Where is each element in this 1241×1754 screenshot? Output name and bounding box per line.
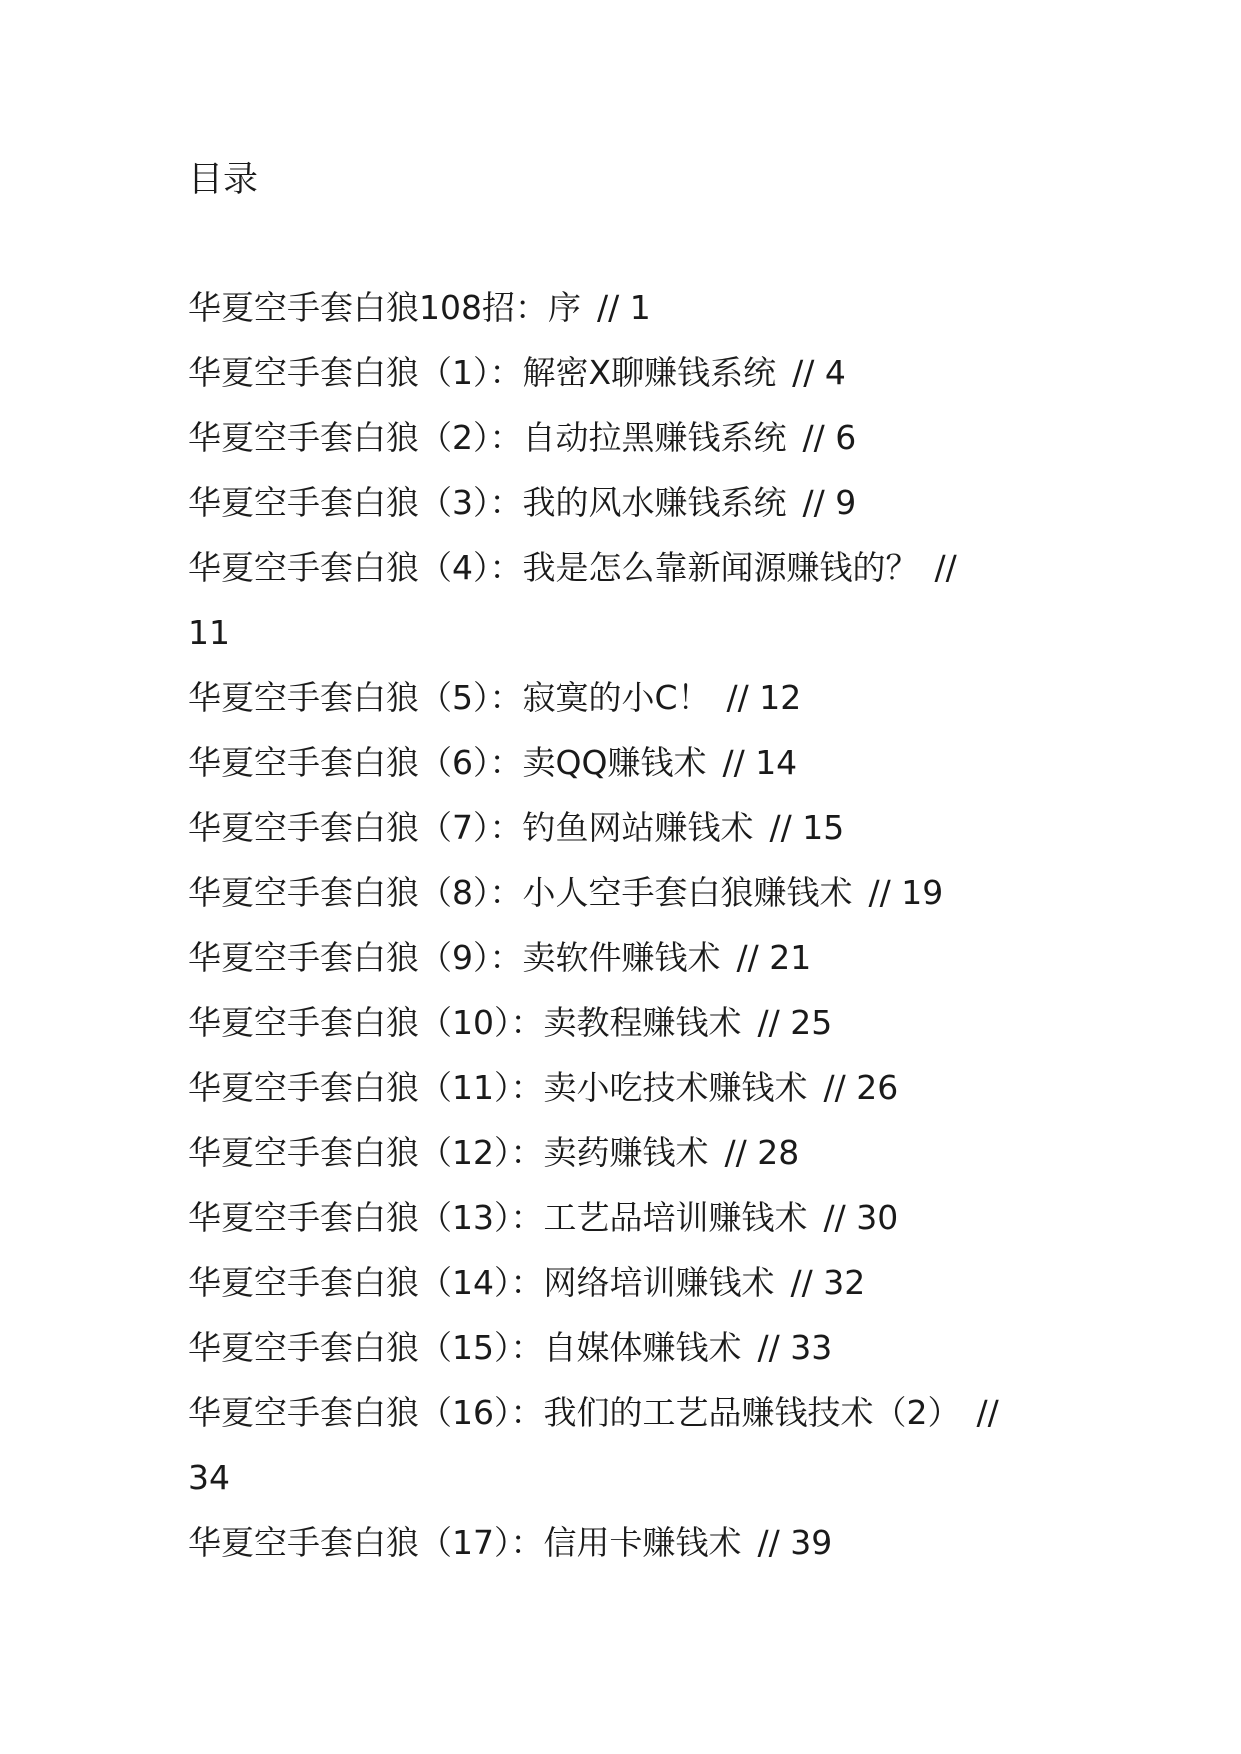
toc-page-separator: // (769, 808, 803, 847)
toc-page-separator: // (790, 1263, 824, 1302)
toc-entry-text: 华夏空手套白狼（12）：卖药赚钱术 (188, 1133, 709, 1172)
toc-entry-page: 15 (802, 808, 845, 847)
toc-entry (188, 1055, 1058, 1120)
toc-entry (188, 1380, 1058, 1510)
toc-page-separator: // (597, 288, 630, 327)
toc-entry-page: 26 (856, 1068, 899, 1107)
toc-entry-page: 1 (629, 288, 651, 327)
toc-entry-page: 6 (835, 418, 857, 457)
toc-entry-text: 华夏空手套白狼（5）：寂寞的小C！ (188, 678, 711, 717)
toc-page-separator: // (757, 1003, 791, 1042)
toc-entry (188, 1315, 1058, 1380)
toc-title: 目录 (188, 160, 259, 200)
toc-page-separator: // (724, 1133, 758, 1172)
toc-entry-page: 14 (755, 743, 798, 782)
toc-entry (188, 1120, 1058, 1185)
toc-entry-text: 华夏空手套白狼（2）：自动拉黑赚钱系统 (188, 418, 787, 457)
toc-entry-page: 39 (790, 1523, 833, 1562)
toc-entry (188, 1250, 1058, 1315)
toc-page-separator: // (726, 678, 760, 717)
toc-page-separator: // (757, 1523, 791, 1562)
toc-entry (188, 470, 1058, 535)
toc-entry-text: 华夏空手套白狼（9）：卖软件赚钱术 (188, 938, 721, 977)
toc-entry-page: 12 (759, 678, 802, 717)
toc-entry-page: 30 (856, 1198, 899, 1237)
toc-entry (188, 405, 1058, 470)
toc-entry (188, 1510, 1058, 1575)
toc-entry-page: 19 (901, 873, 944, 912)
toc-entry-page: 25 (790, 1003, 833, 1042)
toc-page-separator: // (823, 1198, 857, 1237)
toc-page-separator: // (792, 353, 825, 392)
toc-entry-page: 21 (769, 938, 812, 977)
toc-entry-text: 华夏空手套白狼（11）：卖小吃技术赚钱术 (188, 1068, 808, 1107)
toc-entry-page: 4 (824, 353, 846, 392)
toc-entry (188, 990, 1058, 1055)
toc-entry-page: 9 (835, 483, 857, 522)
toc-entry-text: 华夏空手套白狼（16）：我们的工艺品赚钱技术（2） (188, 1393, 961, 1432)
toc-entry-text: 华夏空手套白狼（1）：解密X聊赚钱系统 (188, 353, 777, 392)
toc-page-separator: // (757, 1328, 791, 1367)
toc-entry-text: 华夏空手套白狼（13）：工艺品培训赚钱术 (188, 1198, 808, 1237)
toc-page-separator: // (976, 1393, 999, 1432)
toc-page-separator: // (722, 743, 756, 782)
toc-page-separator: // (802, 483, 836, 522)
toc-entry-text: 华夏空手套白狼（4）：我是怎么靠新闻源赚钱的？ (188, 548, 919, 587)
toc-entry-page: 34 (188, 1458, 230, 1497)
toc-page-separator: // (934, 548, 957, 587)
toc-entry-text: 华夏空手套白狼（3）：我的风水赚钱系统 (188, 483, 787, 522)
toc-page-separator: // (802, 418, 836, 457)
toc-entry (188, 535, 1058, 665)
toc-entry-text: 华夏空手套白狼（14）：网络培训赚钱术 (188, 1263, 775, 1302)
toc-page-separator: // (736, 938, 770, 977)
toc-entry (188, 665, 1058, 730)
toc-entry-page: 11 (188, 613, 230, 652)
toc-entry (188, 275, 1058, 340)
toc-entry-page: 32 (823, 1263, 866, 1302)
toc-entry-text: 华夏空手套白狼（8）：小人空手套白狼赚钱术 (188, 873, 853, 912)
toc-entry (188, 795, 1058, 860)
toc-entry (188, 860, 1058, 925)
toc-entry-text: 华夏空手套白狼（7）：钓鱼网站赚钱术 (188, 808, 754, 847)
toc-entry (188, 1185, 1058, 1250)
toc-page-separator: // (823, 1068, 857, 1107)
toc-entry-text: 华夏空手套白狼（10）：卖教程赚钱术 (188, 1003, 742, 1042)
toc-list (188, 275, 1058, 1575)
toc-entry (188, 925, 1058, 990)
toc-page-separator: // (868, 873, 902, 912)
toc-entry-text: 华夏空手套白狼（17）：信用卡赚钱术 (188, 1523, 742, 1562)
toc-entry-text: 华夏空手套白狼108招：序 (188, 288, 581, 327)
toc-entry-page: 28 (757, 1133, 800, 1172)
toc-entry (188, 730, 1058, 795)
toc-entry-page: 33 (790, 1328, 833, 1367)
toc-entry-text: 华夏空手套白狼（6）：卖QQ赚钱术 (188, 743, 707, 782)
toc-entry (188, 340, 1058, 405)
toc-entry-text: 华夏空手套白狼（15）：自媒体赚钱术 (188, 1328, 742, 1367)
